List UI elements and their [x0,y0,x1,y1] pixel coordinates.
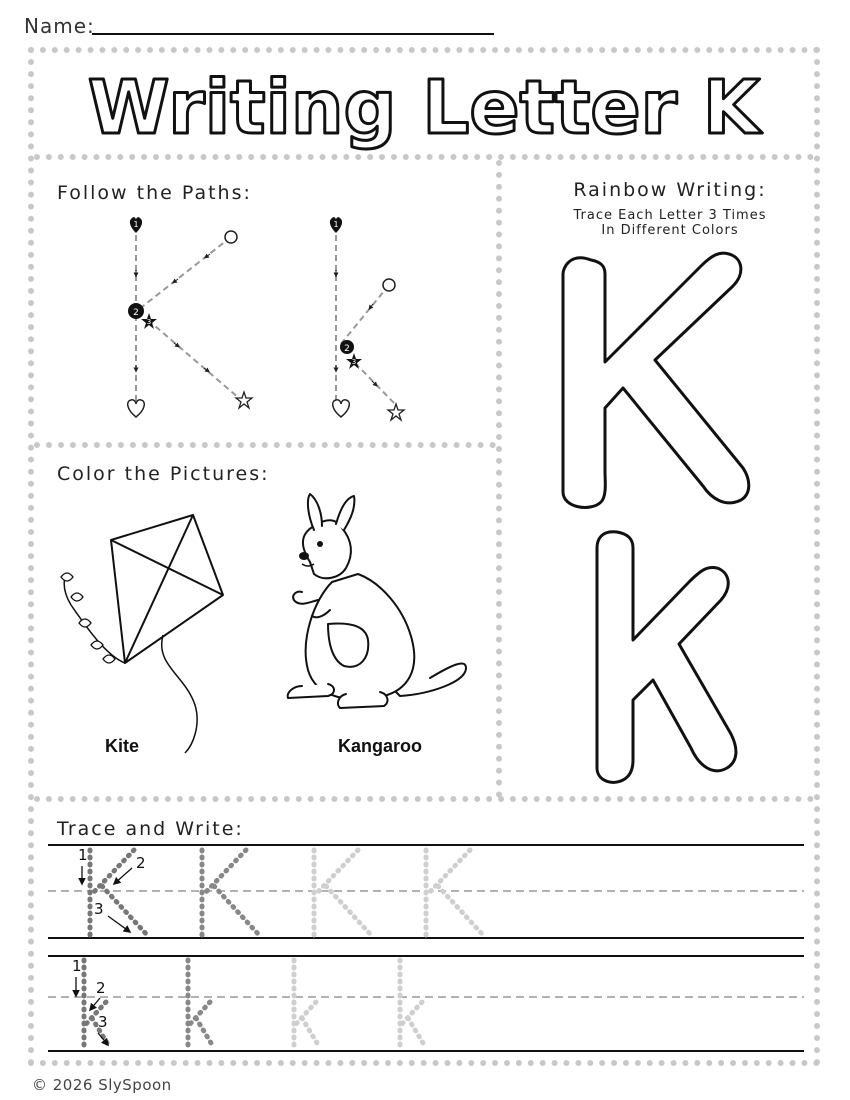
name-input-line[interactable] [92,33,494,35]
trace-write-area[interactable] [44,840,806,1056]
color-pictures-title: Color the Pictures: [57,463,270,485]
row2-k-trace-2 [294,960,320,1048]
svg-text:2: 2 [136,854,146,872]
follow-paths-diagram [100,205,430,430]
svg-text:1: 1 [333,220,339,229]
kangaroo-caption: Kangaroo [338,736,423,756]
trace-write-title: Trace and Write: [57,818,244,840]
svg-text:3: 3 [146,318,152,326]
page-title-svg [34,53,814,153]
follow-paths-title: Follow the Paths: [57,182,252,204]
kite-picture[interactable] [45,505,235,755]
svg-text:2: 2 [344,344,350,354]
copyright-notice: © 2026 SlySpoon [32,1076,172,1094]
row1-k-trace-3 [426,850,484,936]
kite-caption: Kite [105,736,140,756]
row2-k-trace-1 [188,960,214,1048]
svg-text:2: 2 [96,979,106,997]
rainbow-uppercase-k [563,253,749,507]
kangaroo-picture[interactable] [280,490,475,720]
row1-k-trace-1 [202,850,260,936]
svg-text:1: 1 [133,220,139,229]
svg-text:1: 1 [78,846,88,864]
svg-text:2: 2 [133,308,139,318]
uppercase-k-path [128,217,252,417]
page-title: Writing Letter K [87,65,761,151]
svg-text:3: 3 [94,900,104,918]
divider-vertical [496,160,502,798]
row2-k-model [84,960,110,1048]
lowercase-k-path [330,217,404,420]
rainbow-writing-title: Rainbow Writing: [573,179,767,201]
rainbow-letters[interactable] [505,240,815,790]
rainbow-instructions-line2: In Different Colors [601,223,739,238]
name-label: Name: [24,14,95,38]
svg-text:3: 3 [98,1013,108,1031]
divider-header [34,154,814,160]
divider-left-middle [34,442,496,448]
divider-trace [34,796,814,802]
row2-k-trace-3 [400,960,426,1048]
rainbow-lowercase-k [597,532,736,783]
rainbow-instructions-line1: Trace Each Letter 3 Times [573,208,767,223]
svg-text:1: 1 [72,957,82,975]
svg-text:3: 3 [351,358,357,366]
row1-k-trace-2 [314,850,372,936]
